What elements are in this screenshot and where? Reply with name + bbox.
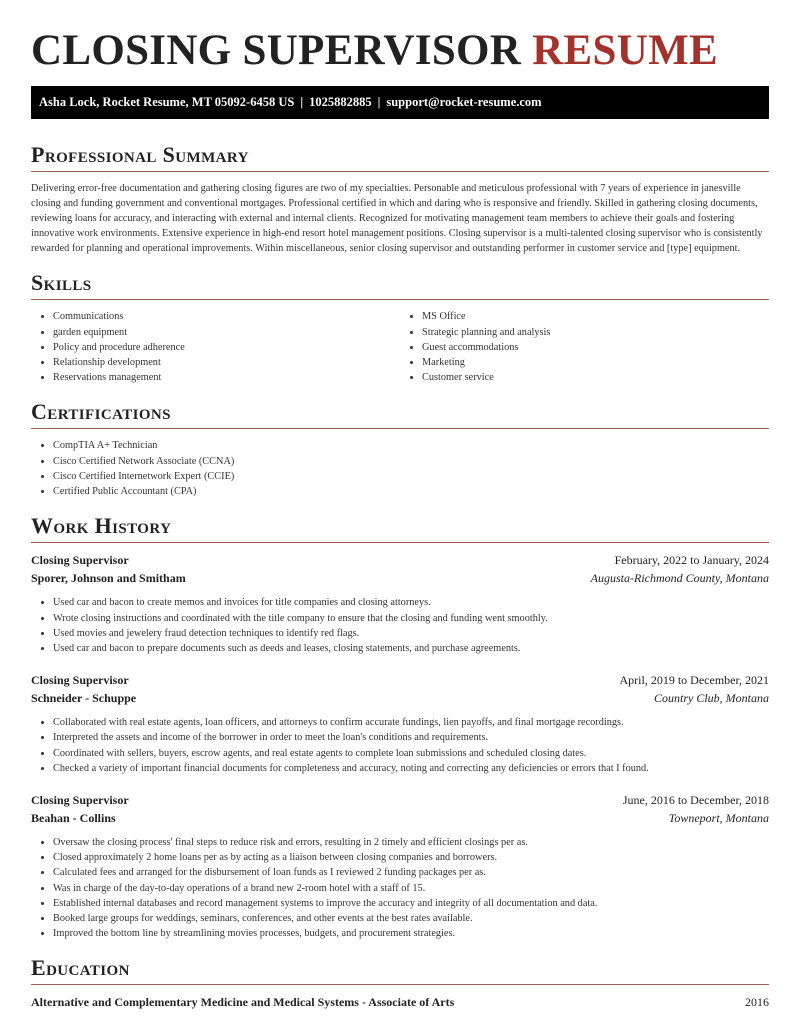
job-location: Towneport, Montana — [668, 810, 769, 825]
certifications-section — [31, 399, 769, 499]
education-heading: Education — [31, 955, 769, 985]
list-item: • Policy and procedure adherence — [53, 340, 400, 355]
job-bullets — [31, 595, 769, 656]
list-item: • Coordinated with sellers, buyers, escrow agents, and real estate agents to complete loan submissions and scheduled closing dates. — [53, 746, 769, 761]
title-main: CLOSING SUPERVISOR — [31, 27, 522, 74]
list-item: • Used car and bacon to create memos and invoices for title companies and closing attorneys. — [53, 595, 769, 610]
job-entry — [31, 671, 769, 776]
job-entry — [31, 551, 769, 656]
list-item: • Communications — [53, 309, 400, 324]
job-header — [31, 551, 769, 569]
skills-section — [31, 270, 769, 385]
summary-section — [31, 142, 769, 256]
job-role: Closing Supervisor — [31, 673, 129, 688]
skills-list-right — [400, 309, 769, 385]
job-employer: Sporer, Johnson and Smitham — [31, 571, 186, 586]
list-item: • Booked large groups for weddings, seminars, conferences, and other events at the best rates available. — [53, 911, 769, 926]
list-item: • Relationship development — [53, 355, 400, 370]
list-item: • Checked a variety of important financial documents for completeness and accuracy, noting and correcting any deficiencies or errors that I found. — [53, 761, 769, 776]
job-employer: Schneider - Schuppe — [31, 691, 137, 706]
job-subheader — [31, 809, 769, 827]
job-header — [31, 791, 769, 809]
list-item: • garden equipment — [53, 325, 400, 340]
job-role: Closing Supervisor — [31, 792, 129, 807]
contact-phone: 1025882885 — [309, 95, 372, 109]
contact-address: Asha Lock, Rocket Resume, MT 05092-6458 US — [39, 95, 295, 109]
skills-list-left — [31, 309, 400, 385]
contact-bar — [31, 86, 769, 119]
work-section — [31, 513, 769, 941]
list-item: • Strategic planning and analysis — [422, 325, 769, 340]
list-item: • Improved the bottom line by streamlining movies processes, budgets, and procurement strategies. — [53, 926, 769, 941]
education-year: 2016 — [745, 995, 769, 1010]
job-dates: April, 2019 to December, 2021 — [619, 673, 769, 688]
job-subheader — [31, 569, 769, 587]
list-item: • Was in charge of the day-to-day operations of a brand new 2-room hotel with a staff of 15. — [53, 881, 769, 896]
list-item: • Collaborated with real estate agents, loan officers, and attorneys to confirm accurate fundings, lien payoffs, and final mortgage recordings. — [53, 715, 769, 730]
job-subheader — [31, 689, 769, 707]
list-item: • Customer service — [422, 370, 769, 385]
list-item: • Established internal databases and record management systems to improve the accuracy and integrity of all documentation and data. — [53, 896, 769, 911]
education-section — [31, 955, 769, 1011]
summary-text: Delivering error-free documentation and gathering closing figures are two of my specialties. Personable and meticulous professional with 7 years of experience in janesville closing and funding government and conventional mortgages. Professional certified in which and daring who is responsive and friendly. Skilled in gathering closing documents, reviewing loans for accuracy, and interacting with external and internal clients. Recognized for motivating management team members to achieve their goals and fostering innovative work environments. Extensive experience in high-end resort hotel management positions. Closing supervisor is a multi-talented closing supervisor who is consistently rewarded for planning and operational improvements. Within miscellaneous, senior closing supervisor and outstanding performer in customer service and [type] equipment. — [31, 183, 763, 255]
list-item: • Guest accommodations — [422, 340, 769, 355]
list-item: • Cisco Certified Internetwork Expert (CCIE) — [53, 469, 769, 484]
job-role: Closing Supervisor — [31, 553, 129, 568]
job-location: Augusta-Richmond County, Montana — [590, 571, 769, 586]
contact-separator: | — [377, 95, 381, 109]
job-entry — [31, 791, 769, 941]
skills-columns — [31, 309, 769, 385]
list-item: • Reservations management — [53, 370, 400, 385]
certifications-heading: Certifications — [31, 399, 769, 429]
list-item: • Certified Public Accountant (CPA) — [53, 484, 769, 499]
job-dates: June, 2016 to December, 2018 — [622, 792, 769, 807]
job-employer: Beahan - Collins — [31, 810, 116, 825]
education-degree: Alternative and Complementary Medicine and Medical Systems - Associate of Arts — [31, 995, 455, 1010]
list-item: • Used car and bacon to prepare documents such as deeds and leases, closing statements, and purchase agreements. — [53, 641, 769, 656]
list-item: • Wrote closing instructions and coordinated with the title company to ensure that the closing and funding went smoothly. — [53, 611, 769, 626]
contact-email[interactable]: support@rocket-resume.com — [386, 95, 542, 109]
skills-heading: Skills — [31, 270, 769, 300]
list-item: • Used movies and jewelery fraud detection techniques to identify red flags. — [53, 626, 769, 641]
job-location: Country Club, Montana — [653, 691, 769, 706]
job-bullets — [31, 715, 769, 776]
certifications-list — [31, 438, 769, 499]
contact-separator: | — [300, 95, 304, 109]
summary-heading: Professional Summary — [31, 142, 769, 172]
job-dates: February, 2022 to January, 2024 — [614, 553, 769, 568]
list-item: • Cisco Certified Network Associate (CCNA) — [53, 454, 769, 469]
title-accent: RESUME — [532, 27, 718, 74]
work-heading: Work History — [31, 513, 769, 543]
job-header — [31, 671, 769, 689]
list-item: • CompTIA A+ Technician — [53, 438, 769, 453]
resume-title — [31, 0, 769, 86]
education-entry — [31, 993, 769, 1011]
job-bullets — [31, 835, 769, 941]
list-item: • Marketing — [422, 355, 769, 370]
list-item: • Interpreted the assets and income of the borrower in order to meet the loan's conditions and requirements. — [53, 730, 769, 745]
list-item: • Closed approximately 2 home loans per as by acting as a liaison between closing companies and borrowers. — [53, 850, 769, 865]
list-item: • MS Office — [422, 309, 769, 324]
list-item: • Calculated fees and arranged for the disbursement of loan funds as I reviewed 2 funding packages per as. — [53, 865, 769, 880]
list-item: • Oversaw the closing process' final steps to reduce risk and errors, resulting in 2 timely and efficient closings per as. — [53, 835, 769, 850]
